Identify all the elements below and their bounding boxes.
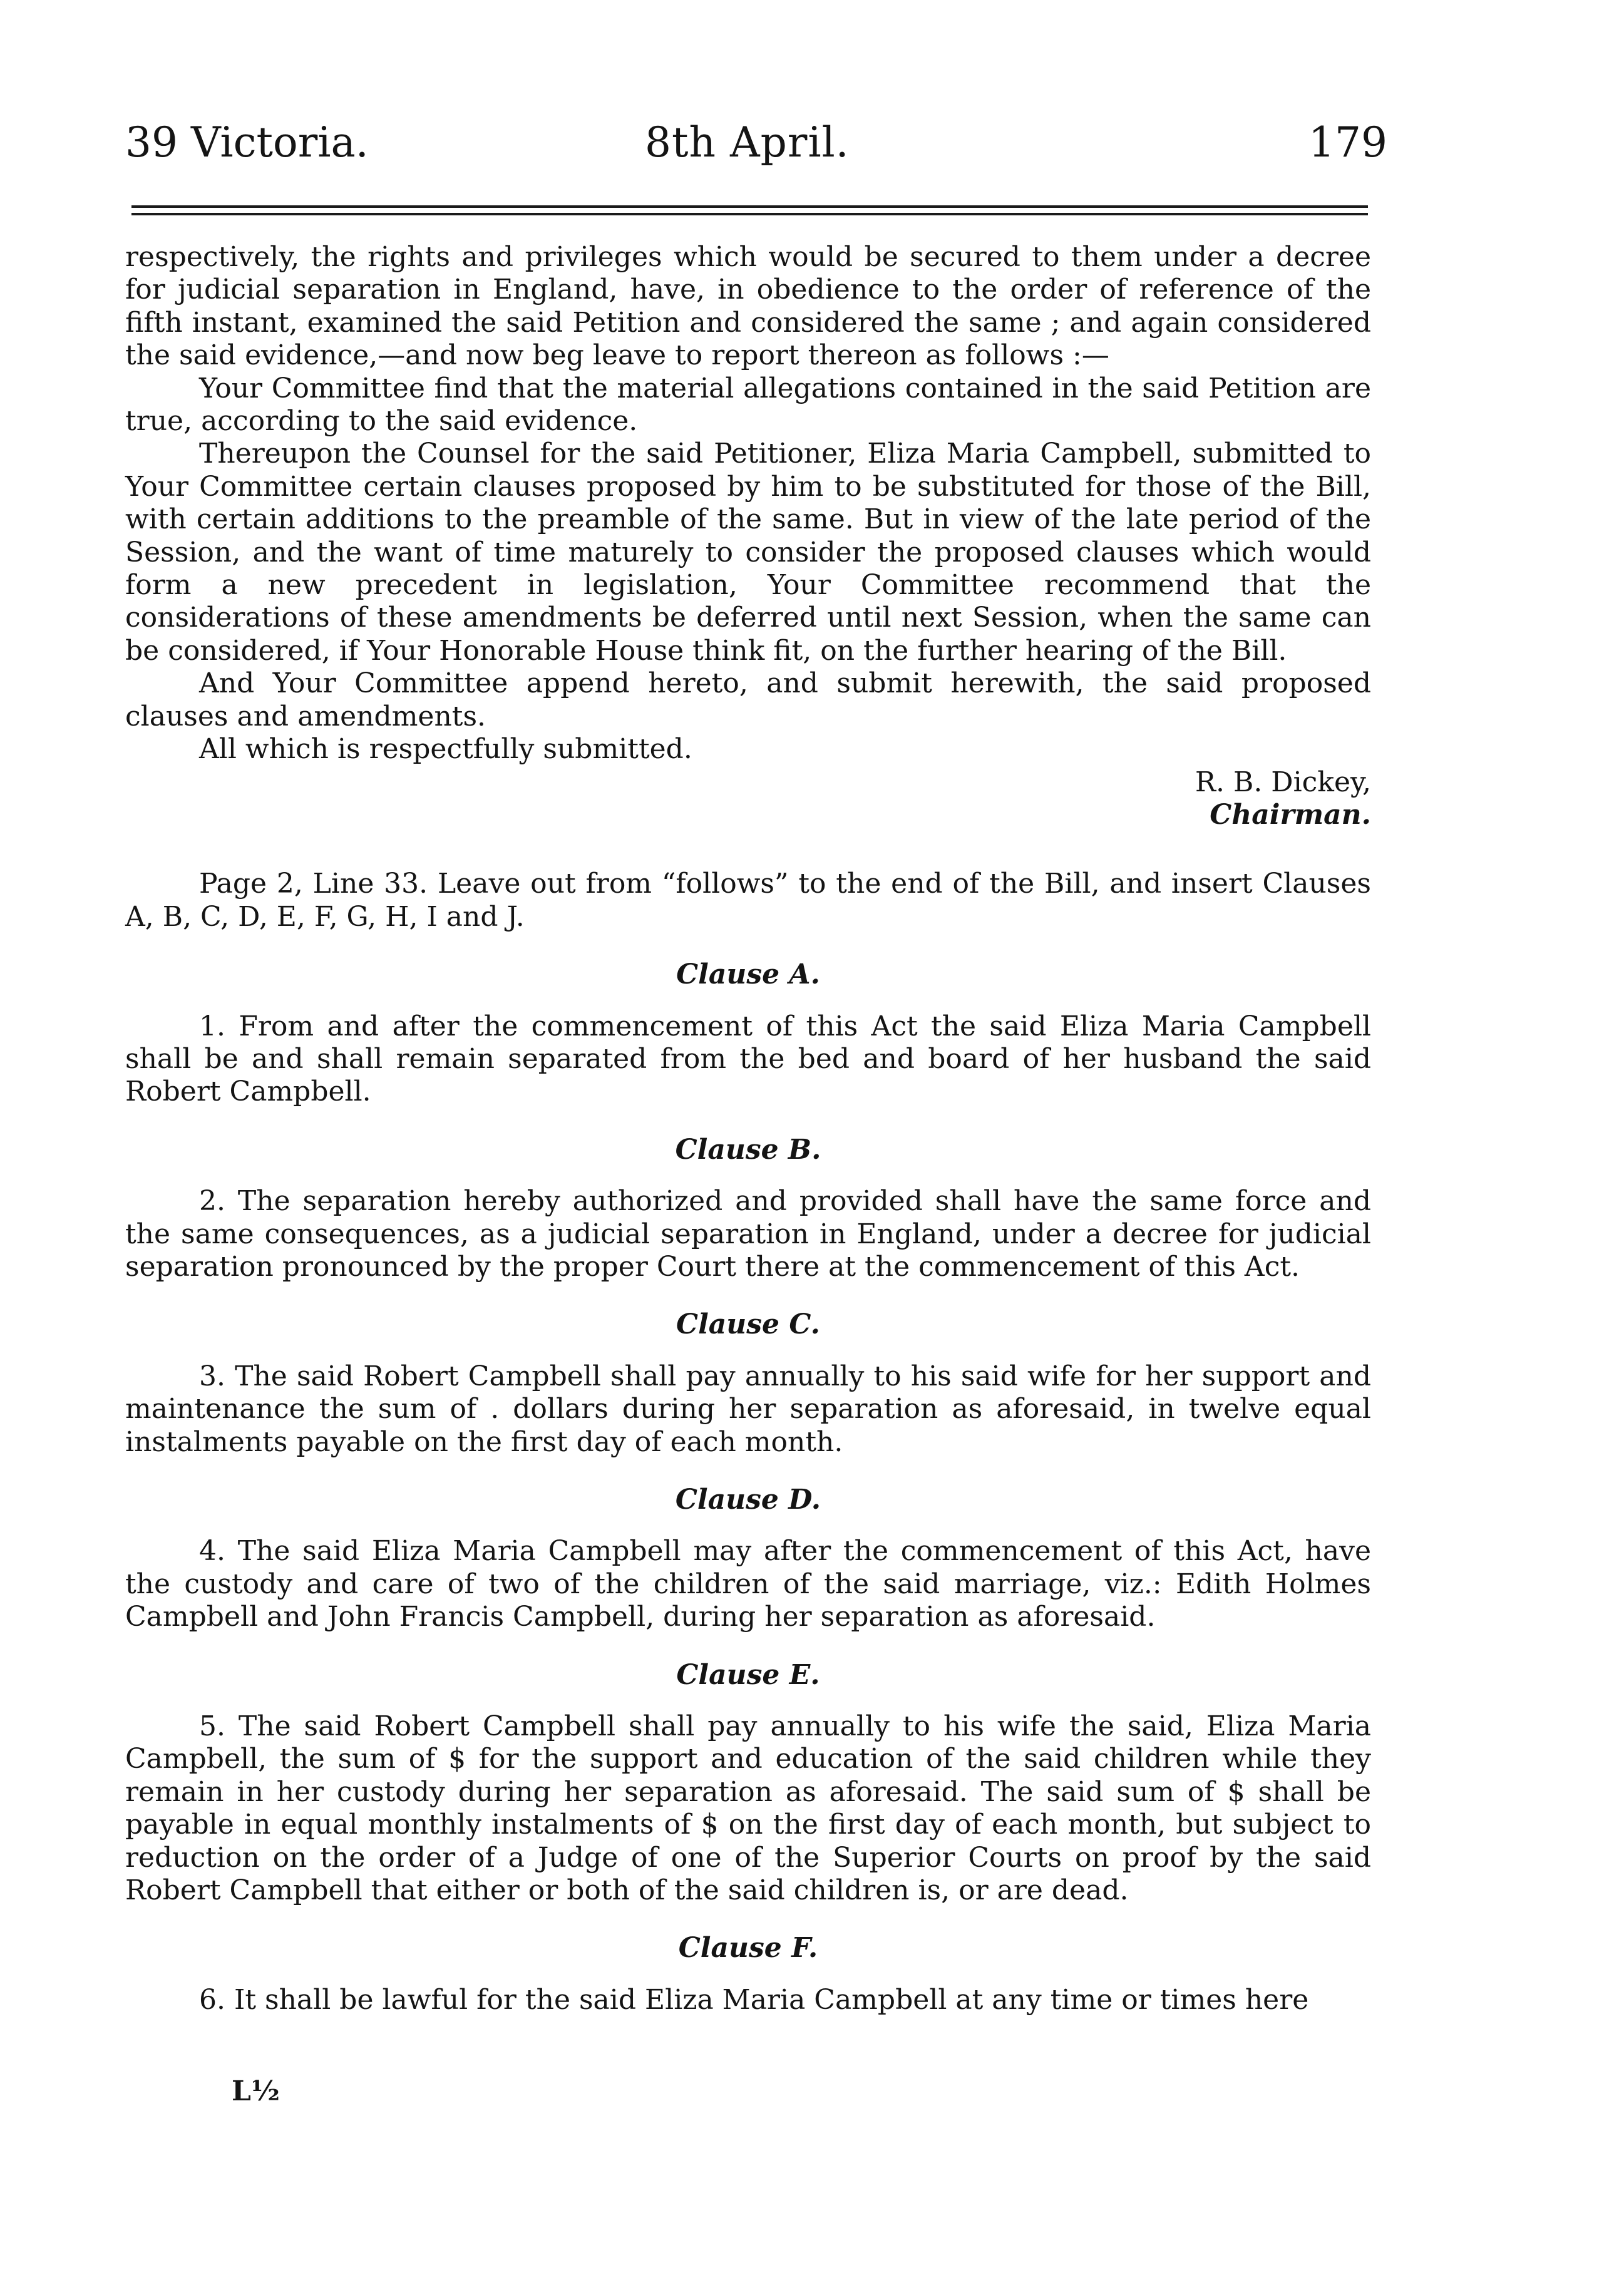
report-paragraph: Your Committee find that the material allegations contained in the said Petition are true, according to the said evidence.: [125, 372, 1371, 438]
amendment-instruction: Page 2, Line 33. Leave out from “follows” to the end of the Bill, and insert Clauses A, B, C, D, E, F, G, H, I and J.: [125, 868, 1371, 933]
running-head-date: 8th April.: [645, 118, 850, 167]
clause-text: 4. The said Eliza Maria Campbell may after the commencement of this Act, have the custody and care of two of the children of the said marriage, viz.: Edith Holmes Campbell and John Francis Campbell, during her separation as aforesaid.: [125, 1535, 1371, 1633]
header-rule-bottom: [131, 213, 1368, 215]
clause-text: 3. The said Robert Campbell shall pay annually to his said wife for her support and maintenance the sum of . dollars during her separation as aforesaid, in twelve equal instalments payable on the first day of each month.: [125, 1360, 1371, 1458]
clause-text: 1. From and after the commencement of this Act the said Eliza Maria Campbell shall be and shall remain separated from the bed and board of her husband the said Robert Campbell.: [125, 1010, 1371, 1108]
header-rule-top: [131, 205, 1368, 208]
signature-mark: L½: [232, 2075, 280, 2107]
clause-heading: Clause D.: [675, 1484, 821, 1516]
clause-heading: Clause C.: [676, 1308, 820, 1341]
report-paragraph: And Your Committee append hereto, and submit herewith, the said proposed clauses and amendments.: [125, 667, 1371, 732]
page-number: 179: [1308, 118, 1387, 167]
clause-heading: Clause F.: [678, 1932, 818, 1964]
report-paragraph: respectively, the rights and privileges which would be secured to them under a decree for judicial separation in England, have, in obedience to the order of reference of the fifth instant, examined the said Petition and considered the same ; and again considered the said evidence,—and now beg leave to report thereon as follows :—: [125, 241, 1371, 372]
clause-text: 6. It shall be lawful for the said Eliza Maria Campbell at any time or times here: [199, 1983, 1309, 2016]
chairman-title: Chairman.: [1210, 798, 1371, 831]
report-paragraph: Thereupon the Counsel for the said Petitioner, Eliza Maria Campbell, submitted to Your Committee certain clauses proposed by him to be substituted for those of the Bill, with certain additions to the preamble of the same. But in view of the late period of the Session, and the want of time maturely to consider the proposed clauses which would form a new precedent in legislation, Your Committee recommend that the considerations of these amendments be deferred until next Session, when the same can be considered, if Your Honorable House think fit, on the further hearing of the Bill.: [125, 438, 1371, 667]
clause-heading: Clause E.: [676, 1658, 820, 1691]
clause-heading: Clause A.: [676, 958, 820, 991]
clause-heading: Clause B.: [675, 1133, 821, 1166]
running-head-session: 39 Victoria.: [125, 118, 369, 167]
report-paragraph: All which is respectfully submitted.: [199, 733, 692, 766]
chairman-name: R. B. Dickey,: [1195, 766, 1371, 798]
page-body: [125, 241, 1371, 2016]
clause-text: 2. The separation hereby authorized and provided shall have the same force and the same consequences, as a judicial separation in England, under a decree for judicial separation pronounced by the proper Court there at the commencement of this Act.: [125, 1185, 1371, 1283]
clause-text: 5. The said Robert Campbell shall pay annually to his wife the said, Eliza Maria Campbell, the sum of $ for the support and education of the said children while they remain in her custody during her separation as aforesaid. The said sum of $ shall be payable in equal monthly instalments of $ on the first day of each month, but subject to reduction on the order of a Judge of one of the Superior Courts on proof by the said Robert Campbell that either or both of the said children is, or are dead.: [125, 1710, 1371, 1907]
